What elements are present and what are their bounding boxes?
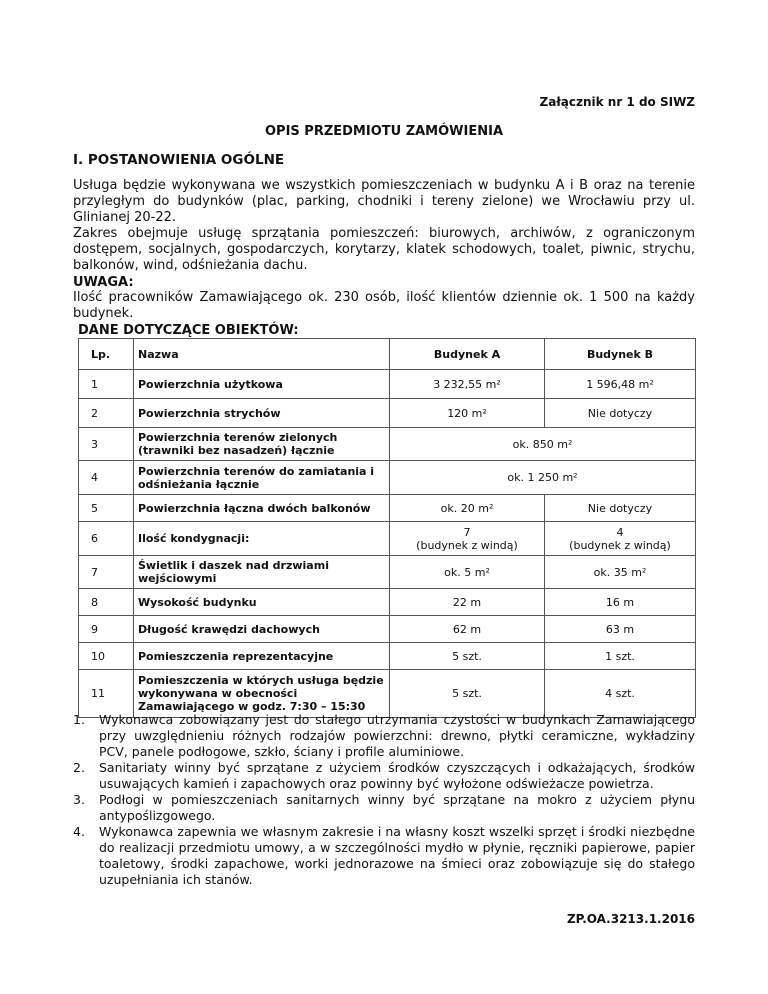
list-item	[73, 760, 695, 792]
building-b-value: Nie dotyczy	[545, 399, 696, 428]
building-a-value: 62 m	[390, 616, 545, 643]
building-b-value: ok. 35 m²	[545, 556, 696, 589]
warning-label: UWAGA:	[73, 275, 134, 290]
list-number: 3.	[73, 792, 85, 807]
paragraph-range: Zakres obejmuje usługę sprzątania pomieszczeń: biurowych, archiwów, z ograniczonym dostępem, socjalnych, gospodarczych, korytarzy, klatek schodowych, toalet, piwnic, strychu, balkonów, wind, odśnieżania dachu.	[73, 226, 695, 273]
list-text: Sanitariaty winny być sprzątane z użyciem środków czyszczących i odkażających, środków usuwających kamień i zapachowych oraz powinny być wyłożone odświeżacze powietrza.	[99, 760, 695, 791]
objects-heading: DANE DOTYCZĄCE OBIEKTÓW:	[78, 323, 299, 338]
table-row	[79, 370, 696, 399]
column-header-lp: Lp.	[79, 339, 134, 370]
list-number: 4.	[73, 824, 85, 839]
building-b-value: 1 szt.	[545, 643, 696, 670]
row-number: 4	[79, 461, 134, 495]
list-item	[73, 712, 695, 760]
building-b-value: 16 m	[545, 589, 696, 616]
floors-note: (budynek z windą)	[416, 538, 518, 552]
row-number: 7	[79, 556, 134, 589]
building-a-value: 22 m	[390, 589, 545, 616]
row-name: Powierzchnia łączna dwóch balkonów	[134, 495, 390, 522]
list-item	[73, 824, 695, 888]
building-a-value: 5 szt.	[390, 643, 545, 670]
row-number: 2	[79, 399, 134, 428]
row-name: Powierzchnia terenów zielonych (trawniki bez nasadzeń) łącznie	[134, 428, 390, 461]
list-number: 1.	[73, 712, 85, 727]
building-a-value: ok. 5 m²	[390, 556, 545, 589]
table-row	[79, 399, 696, 428]
objects-table	[78, 338, 696, 718]
table-row	[79, 589, 696, 616]
row-name: Powierzchnia strychów	[134, 399, 390, 428]
row-number: 5	[79, 495, 134, 522]
column-header-building-a: Budynek A	[390, 339, 545, 370]
floors-note: (budynek z windą)	[569, 538, 671, 552]
row-number: 3	[79, 428, 134, 461]
floors-count: 4	[616, 525, 624, 539]
list-text: Wykonawca zobowiązany jest do stałego utrzymania czystości w budynkach Zamawiającego przy uwzględnieniu różnych rodzajów powierzchni: drewno, płytki ceramiczne, wykładziny PCV, panele podłogowe, szkło, ściany i profile aluminiowe.	[99, 712, 695, 759]
list-number: 2.	[73, 760, 85, 775]
table-row	[79, 522, 696, 556]
table-header-row	[79, 339, 696, 370]
paragraph-staff: Ilość pracowników Zamawiającego ok. 230 osób, ilość klientów dziennie ok. 1 500 na każdy budynek.	[73, 290, 695, 321]
building-a-value: ok. 20 m²	[390, 495, 545, 522]
document-reference: ZP.OA.3213.1.2016	[566, 912, 695, 926]
row-number: 6	[79, 522, 134, 556]
attachment-label: Załącznik nr 1 do SIWZ	[539, 95, 695, 109]
table-row	[79, 428, 696, 461]
merged-value: ok. 1 250 m²	[390, 461, 696, 495]
row-name: Ilość kondygnacji:	[134, 522, 390, 556]
document-title: OPIS PRZEDMIOTU ZAMÓWIENIA	[264, 124, 504, 139]
floors-count: 7	[463, 525, 471, 539]
building-a-value: 120 m²	[390, 399, 545, 428]
row-name: Świetlik i daszek nad drzwiami wejściowymi	[134, 556, 390, 589]
list-text: Podłogi w pomieszczeniach sanitarnych winny być sprzątane na mokro z użyciem płynu antypoślizgowego.	[99, 792, 695, 823]
row-name: Pomieszczenia w których usługa będzie wykonywana w obecności Zamawiającego w godz. 7:30 – 15:30	[134, 670, 390, 718]
building-b-value	[545, 522, 696, 556]
row-number: 8	[79, 589, 134, 616]
table-row	[79, 461, 696, 495]
row-number: 10	[79, 643, 134, 670]
table-row	[79, 495, 696, 522]
row-name: Pomieszczenia reprezentacyjne	[134, 643, 390, 670]
row-name: Powierzchnia użytkowa	[134, 370, 390, 399]
table-row	[79, 670, 696, 718]
paragraph-scope: Usługa będzie wykonywana we wszystkich pomieszczeniach w budynku A i B oraz na terenie przyległym do budynków (plac, parking, chodniki i tereny zielone) we Wrocławiu przy ul. Glinianej 20-22.	[73, 178, 695, 225]
column-header-building-b: Budynek B	[545, 339, 696, 370]
building-b-value: Nie dotyczy	[545, 495, 696, 522]
table-row	[79, 643, 696, 670]
row-number: 11	[79, 670, 134, 718]
list-text: Wykonawca zapewnia we własnym zakresie i na własny koszt wszelki sprzęt i środki niezbędne do realizacji przedmiotu umowy, a w szczególności mydło w płynie, ręczniki papierowe, papier toaletowy, środki zapachowe, worki jednorazowe na śmieci oraz zobowiązuje się do stałego uzupełniania ich stanów.	[99, 824, 695, 887]
section-heading: I. POSTANOWIENIA OGÓLNE	[73, 152, 285, 168]
row-name: Powierzchnia terenów do zamiatania i odśnieżania łącznie	[134, 461, 390, 495]
building-a-value: 3 232,55 m²	[390, 370, 545, 399]
list-item	[73, 792, 695, 824]
building-b-value: 4 szt.	[545, 670, 696, 718]
row-name: Długość krawędzi dachowych	[134, 616, 390, 643]
building-a-value: 5 szt.	[390, 670, 545, 718]
row-number: 9	[79, 616, 134, 643]
building-b-value: 63 m	[545, 616, 696, 643]
column-header-name: Nazwa	[134, 339, 390, 370]
table-row	[79, 556, 696, 589]
building-b-value: 1 596,48 m²	[545, 370, 696, 399]
requirements-list	[73, 712, 695, 888]
building-a-value	[390, 522, 545, 556]
merged-value: ok. 850 m²	[390, 428, 696, 461]
row-name: Wysokość budynku	[134, 589, 390, 616]
table-row	[79, 616, 696, 643]
row-number: 1	[79, 370, 134, 399]
